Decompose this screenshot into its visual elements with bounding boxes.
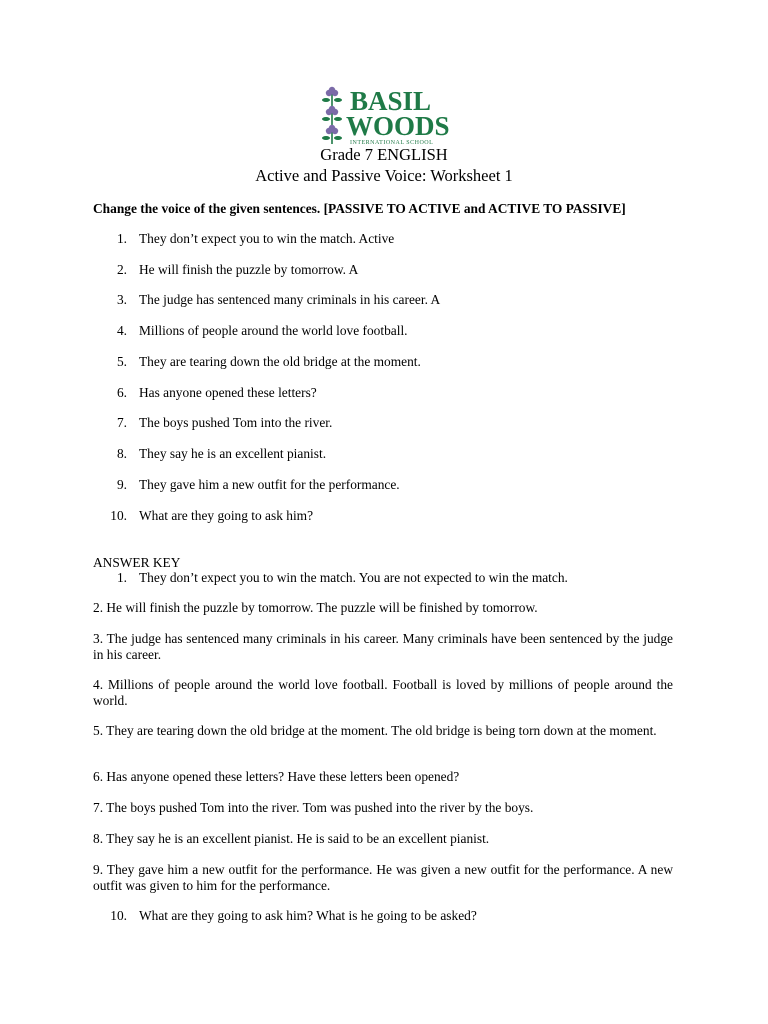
answer-key-heading: ANSWER KEY: [93, 555, 181, 570]
page-title: Grade 7 ENGLISH: [320, 145, 448, 164]
worksheet-subtitle: Active and Passive Voice: Worksheet 1: [255, 166, 513, 185]
answer-item: 8. They say he is an excellent pianist. He is said to be an excellent pianist.: [93, 831, 490, 846]
answer-item: 6. Has anyone opened these letters? Have these letters been opened?: [93, 769, 460, 784]
basil-woods-logo: [320, 86, 450, 146]
school-logo: [320, 86, 450, 146]
answer-item: 9. They gave him a new outfit for the performance. He was given a new outfit for the performance. A new outfit was given to him for the performance.: [93, 862, 673, 893]
svg-text:BASIL: BASIL: [350, 86, 432, 116]
answer-item: 3. The judge has sentenced many criminals in his career. Many criminals have been sentenced by the judge in his career.: [93, 631, 673, 662]
svg-text:WOODS: WOODS: [346, 111, 450, 141]
answer-item: 2. He will finish the puzzle by tomorrow. The puzzle will be finished by tomorrow.: [93, 600, 538, 615]
answer-item: 5. They are tearing down the old bridge at the moment. The old bridge is being torn down at the moment.: [93, 723, 657, 738]
instruction-text: Change the voice of the given sentences. [PASSIVE TO ACTIVE and ACTIVE TO PASSIVE]: [93, 201, 626, 216]
answer-item: 4. Millions of people around the world love football. Football is loved by millions of people around the world.: [93, 677, 673, 708]
answer-item: 7. The boys pushed Tom into the river. Tom was pushed into the river by the boys.: [93, 800, 534, 815]
svg-text:INTERNATIONAL SCHOOL: INTERNATIONAL SCHOOL: [350, 140, 434, 146]
